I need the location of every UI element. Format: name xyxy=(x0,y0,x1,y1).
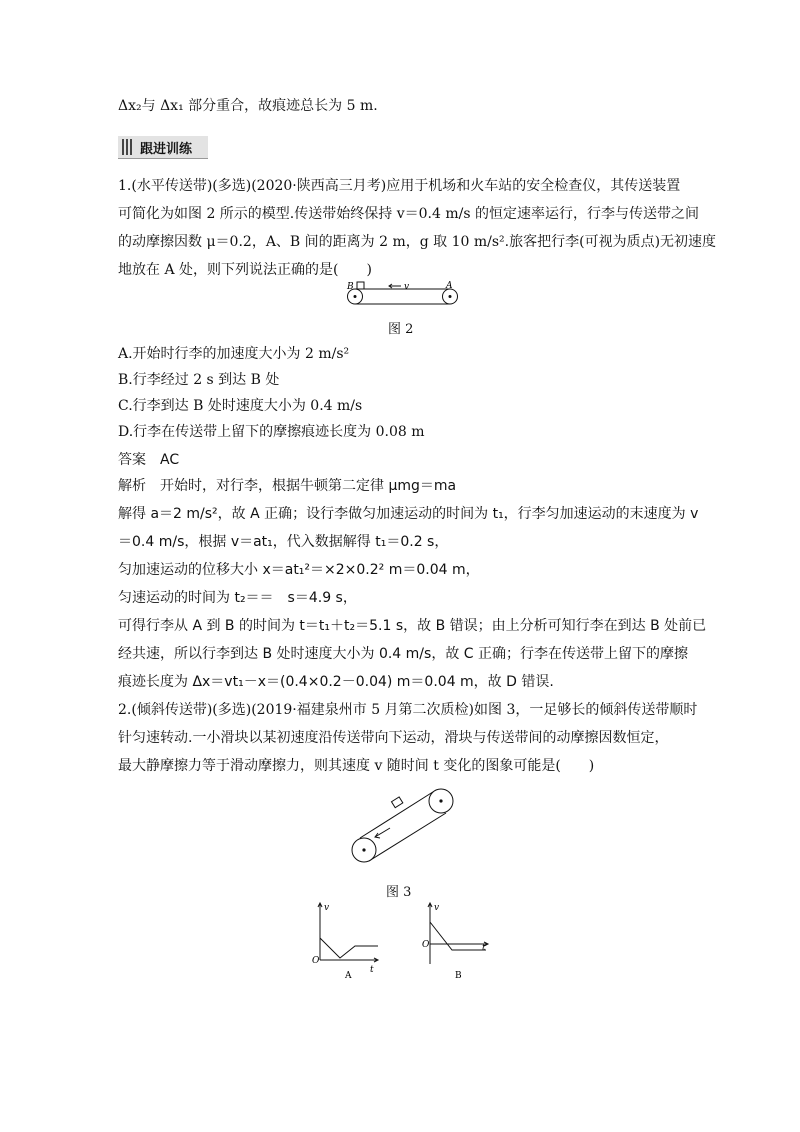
option-c: C.行李到达 B 处时速度大小为 0.4 m/s xyxy=(118,398,363,414)
label-v: v xyxy=(404,282,410,292)
figure-3-caption: 图 3 xyxy=(386,885,412,900)
analysis-line: 解析 开始时，对行李，根据牛顿第二定律 μmg＝ma xyxy=(118,478,457,494)
origin-label: O xyxy=(312,956,320,966)
section-header xyxy=(118,136,208,159)
graph-a-caption: A xyxy=(345,971,352,981)
axis-v-label: v xyxy=(434,903,440,913)
graph-option-b xyxy=(420,900,500,980)
option-d: D.行李在传送带上留下的摩擦痕迹长度为 0.08 m xyxy=(118,424,425,440)
figure-2-conveyor xyxy=(345,282,460,312)
graph-b-caption: B xyxy=(455,971,462,981)
option-a: A.开始时行李的加速度大小为 2 m/s² xyxy=(118,346,350,362)
question-1-line: 可简化为如图 2 所示的模型.传送带始终保持 v＝0.4 m/s 的恒定速率运行，行李与传送带之间 xyxy=(118,206,699,222)
analysis-line: ＝0.4 m/s，根据 v＝at₁，代入数据解得 t₁＝0.2 s， xyxy=(118,534,449,550)
analysis-line: 解得 a＝2 m/s²，故 A 正确；设行李做匀加速运动的时间为 t₁，行李匀加速运动的末速度为 v xyxy=(118,506,699,522)
question-1-line: 地放在 A 处，则下列说法正确的是( ) xyxy=(118,262,372,278)
question-1-line: 1.(水平传送带)(多选)(2020·陕西高三月考)应用于机场和火车站的安全检查仪，其传送装置 xyxy=(118,178,681,194)
answer-line: 答案 AC xyxy=(118,452,180,468)
question-2-line: 针匀速转动.一小滑块以某初速度沿传送带向下运动，滑块与传送带间的动摩擦因数恒定， xyxy=(118,730,669,746)
option-b: B.行李经过 2 s 到达 B 处 xyxy=(118,372,280,388)
question-1-line: 的动摩擦因数 μ＝0.2，A、B 间的距离为 2 m，g 取 10 m/s².旅客把行李(可视为质点)无初速度 xyxy=(118,234,717,250)
analysis-line: 可得行李从 A 到 B 的时间为 t＝t₁＋t₂＝5.1 s，故 B 错误；由上分析可知行李在到达 B 处前已 xyxy=(118,618,707,634)
axis-t-label: t xyxy=(482,943,486,953)
analysis-line: 匀速运动的时间为 t₂＝＝ s＝4.9 s， xyxy=(118,590,357,606)
question-2-line: 2.(倾斜传送带)(多选)(2019·福建泉州市 5 月第二次质检)如图 3，一足够长的倾斜传送带顺时 xyxy=(118,702,698,718)
figure-3-inclined-conveyor xyxy=(345,783,475,868)
label-b: B xyxy=(347,282,354,292)
analysis-line: 经共速，所以行李到达 B 处时速度大小为 0.4 m/s，故 C 正确；行李在传送带上留下的摩擦 xyxy=(118,646,688,662)
graph-option-a xyxy=(310,900,390,980)
question-2-line: 最大静摩擦力等于滑动摩擦力，则其速度 v 随时间 t 变化的图象可能是( ) xyxy=(118,758,595,774)
label-a: A xyxy=(446,281,453,291)
analysis-line: 痕迹长度为 Δx＝vt₁－x＝(0.4×0.2－0.04) m＝0.04 m，故 D 错误. xyxy=(118,674,554,690)
section-header-label: 跟进训练 xyxy=(140,142,193,157)
header-bars-icon xyxy=(122,139,134,155)
text-line: Δx₂与 Δx₁ 部分重合，故痕迹总长为 5 m. xyxy=(118,98,378,114)
axis-v-label: v xyxy=(324,903,330,913)
origin-label: O xyxy=(422,940,430,950)
figure-2-caption: 图 2 xyxy=(388,322,414,337)
analysis-line: 匀加速运动的位移大小 x＝at₁²＝×2×0.2² m＝0.04 m， xyxy=(118,562,480,578)
axis-t-label: t xyxy=(370,965,374,975)
